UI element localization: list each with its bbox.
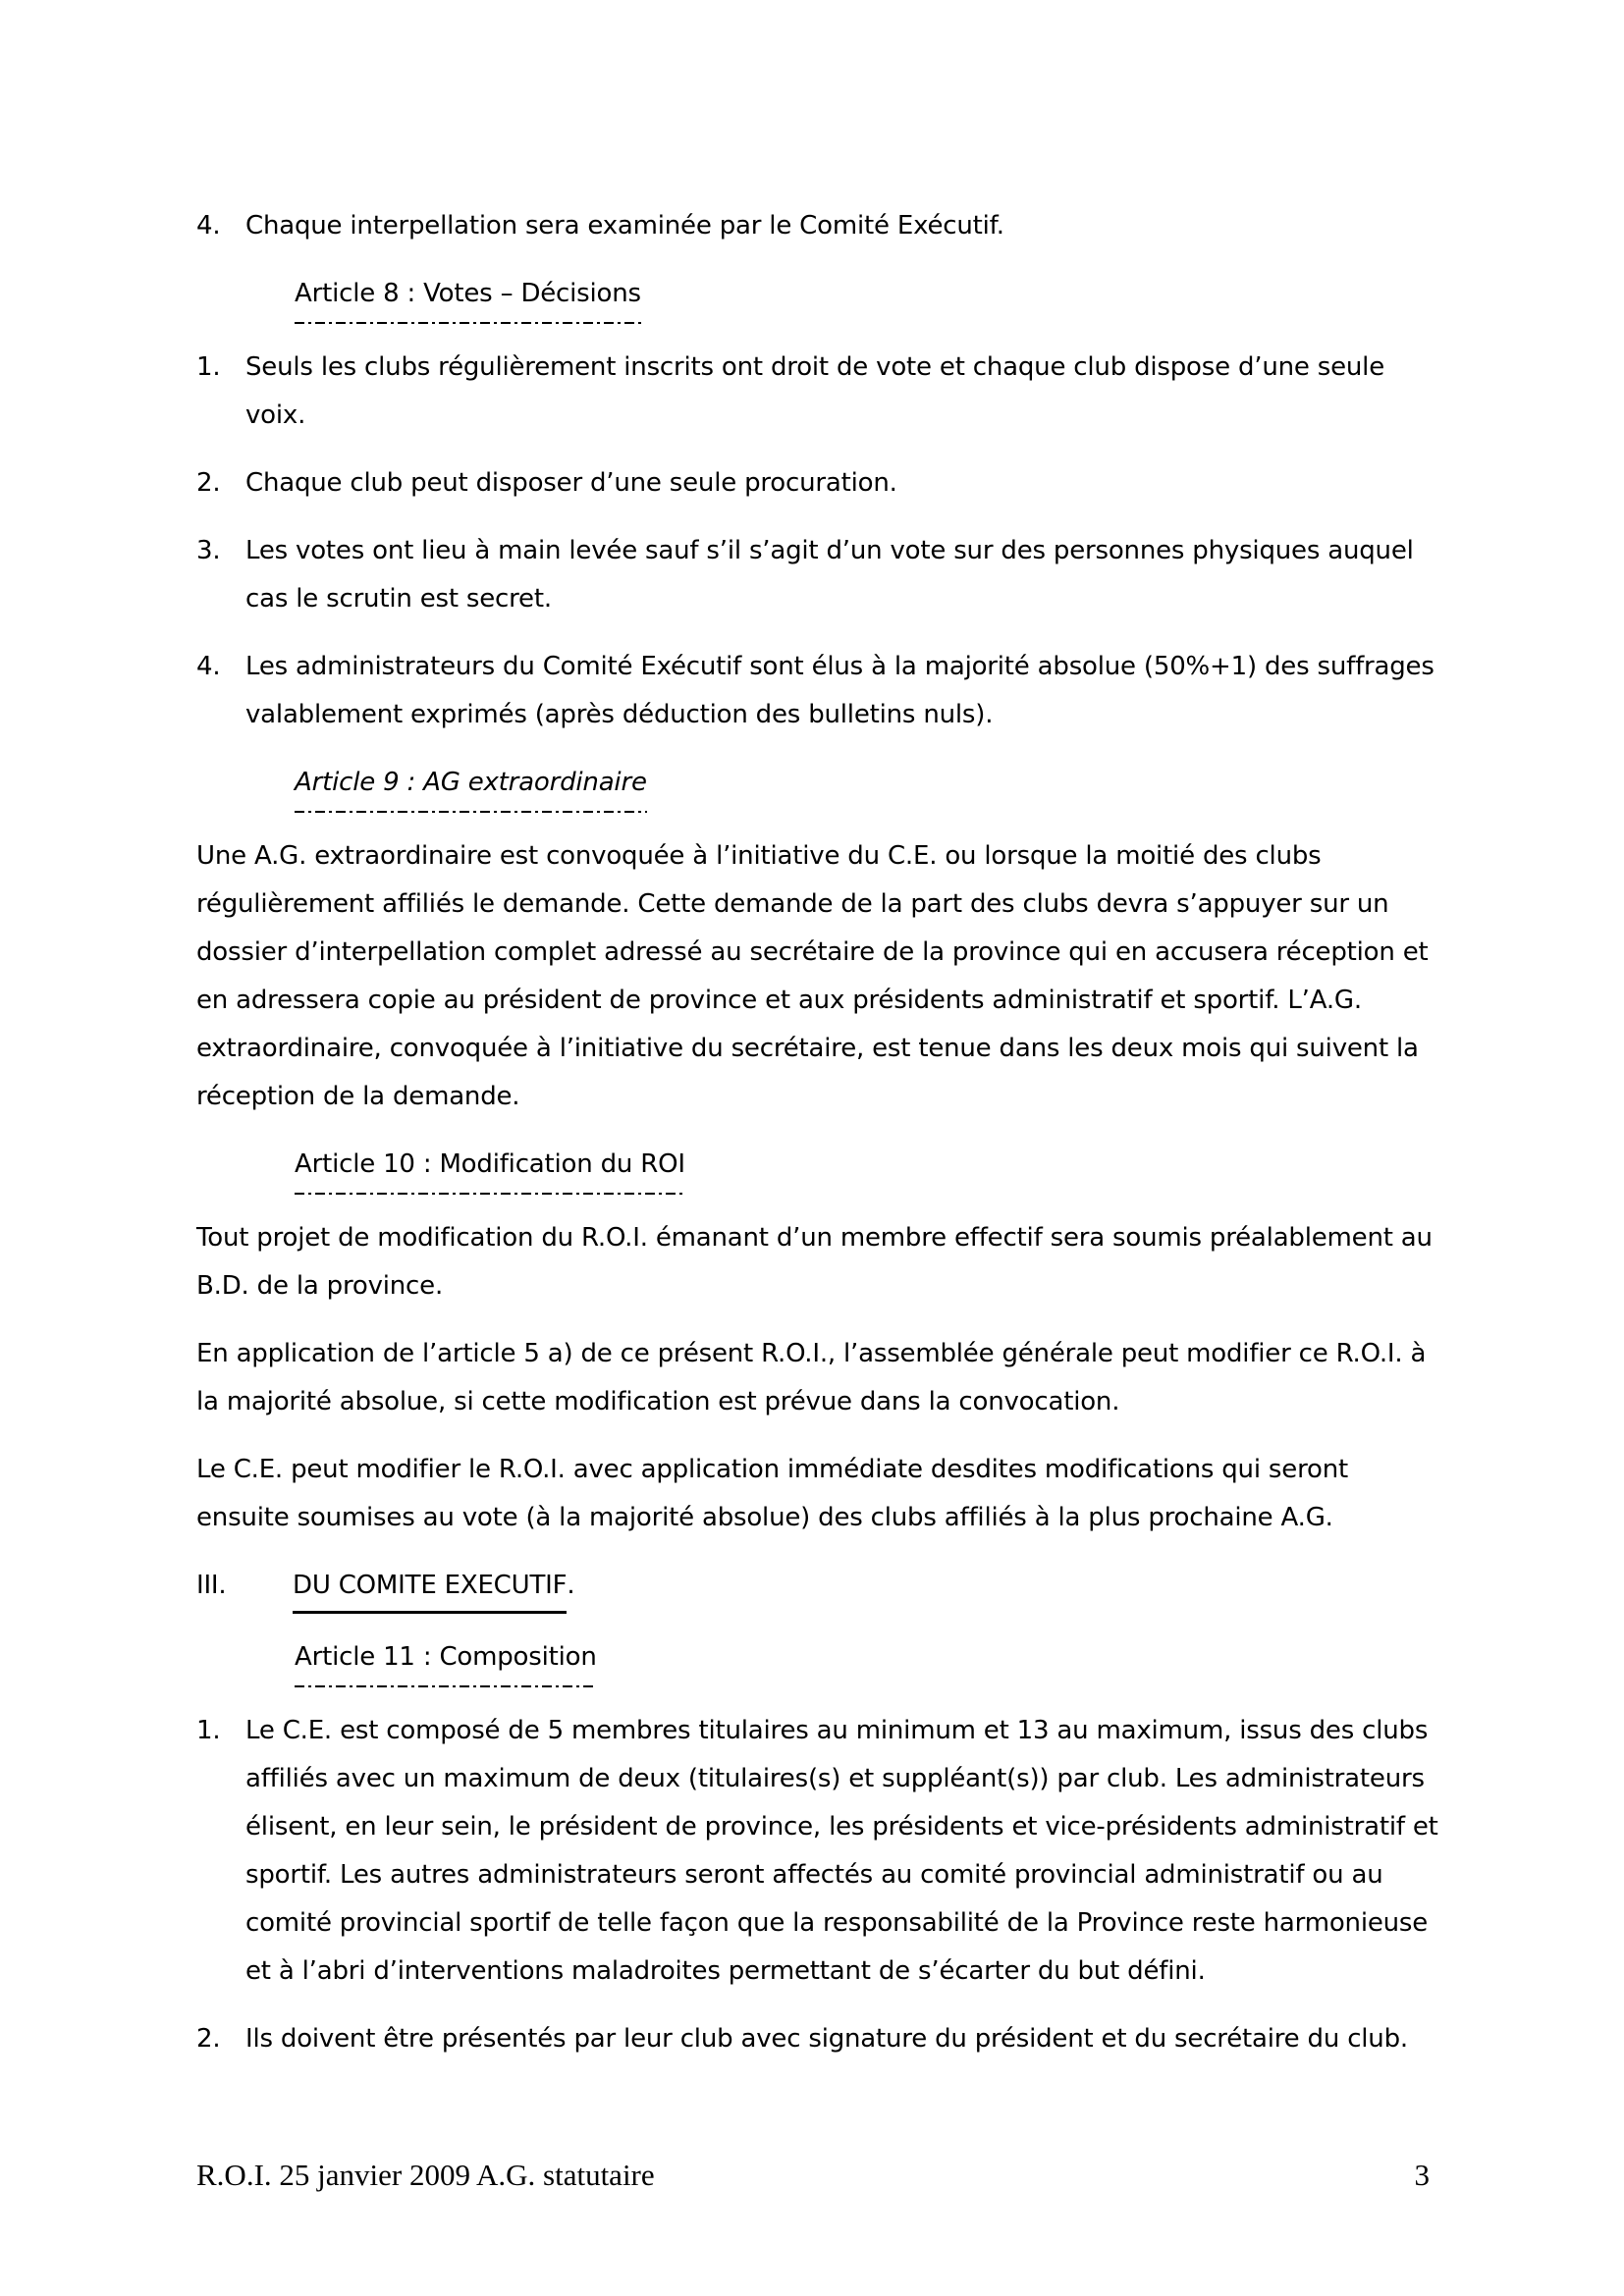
article-9-heading: [295, 759, 1443, 813]
item-text: Les votes ont lieu à main levée sauf s’il s’agit d’un vote sur des personnes physiques auquel cas le scrutin est secret.: [245, 536, 1414, 614]
article-9-paragraph: Une A.G. extraordinaire est convoquée à l’initiative du C.E. ou lorsque la moitié des clubs régulièrement affiliés le demande. Cette demande de la part des clubs devra s’appuyer sur un dossier d’interpellation complet adressé au secrétaire de la province qui en accusera réception et en adressera copie au président de province et aux présidents administratif et sportif. L’A.G. extraordinaire, convoquée à l’initiative du secrétaire, est tenue dans les deux mois qui suivent la réception de la demande.: [196, 841, 1429, 1111]
item-text: Chaque interpellation sera examinée par le Comité Exécutif.: [245, 211, 1004, 240]
item-number: 2.: [196, 2024, 221, 2054]
article-10-heading: [295, 1141, 1443, 1195]
item-number: 1.: [196, 1716, 221, 1745]
page-content: [196, 202, 1443, 2083]
article-8-heading-text: Article 8 : Votes – Décisions: [295, 270, 641, 324]
item-text: Seuls les clubs régulièrement inscrits ont droit de vote et chaque club dispose d’une seule voix.: [245, 352, 1384, 430]
item-text: Le C.E. est composé de 5 membres titulaires au minimum et 13 au maximum, issus des clubs affiliés avec un maximum de deux (titulaires(s) et suppléant(s)) par club. Les administrateurs élisent, en leur sein, le président de province, les présidents et vice-présidents administratif et sportif. Les autres administrateurs seront affectés au comité provincial administratif ou au comité provincial sportif de telle façon que la responsabilité de la Province reste harmonieuse et à l’abri d’interventions maladroites permettant de s’écarter du but défini.: [245, 1716, 1438, 1986]
section-number: III.: [196, 1571, 227, 1600]
article-10-paragraph-3: Le C.E. peut modifier le R.O.I. avec application immédiate desdites modifications qui seront ensuite soumises au vote (à la majorité absolue) des clubs affiliés à la plus prochaine A.G.: [196, 1455, 1348, 1532]
section-title-wrap: [293, 1562, 574, 1614]
article-10-paragraph-1: Tout projet de modification du R.O.I. émanant d’un membre effectif sera soumis préalablement au B.D. de la province.: [196, 1223, 1433, 1301]
item-text: Les administrateurs du Comité Exécutif sont élus à la majorité absolue (50%+1) des suffrages valablement exprimés (après déduction des bulletins nuls).: [245, 652, 1435, 729]
article-8-item-4: [196, 643, 1443, 739]
section-3-heading: [196, 1562, 1443, 1614]
article-10-heading-text: Article 10 : Modification du ROI: [295, 1141, 685, 1195]
article-11-heading: [295, 1633, 1443, 1687]
item-number: 4.: [196, 211, 221, 240]
article-8-item-3: [196, 527, 1443, 623]
item-text: Chaque club peut disposer d’une seule procuration.: [245, 468, 897, 498]
item-number: 1.: [196, 352, 221, 382]
article-10-paragraph-2: En application de l’article 5 a) de ce présent R.O.I., l’assemblée générale peut modifier ce R.O.I. à la majorité absolue, si cette modification est prévue dans la convocation.: [196, 1339, 1427, 1416]
list-item-leading-4: [196, 202, 1443, 250]
item-number: 4.: [196, 652, 221, 681]
item-text: Ils doivent être présentés par leur club avec signature du président et du secrétaire du club.: [245, 2024, 1408, 2054]
article-8-item-1: [196, 344, 1443, 440]
item-number: 3.: [196, 536, 221, 565]
article-9-heading-text: Article 9 : AG extraordinaire: [295, 759, 647, 813]
article-11-heading-text: Article 11 : Composition: [295, 1633, 597, 1687]
article-11-item-2: [196, 2015, 1443, 2063]
section-title: DU COMITE EXECUTIF: [293, 1562, 567, 1614]
page-number: 3: [1414, 2158, 1430, 2192]
article-8-heading: [295, 270, 1443, 324]
section-title-suffix: .: [567, 1571, 575, 1600]
item-number: 2.: [196, 468, 221, 498]
article-8-item-2: [196, 459, 1443, 507]
page-footer: [196, 2158, 1430, 2193]
footer-text: R.O.I. 25 janvier 2009 A.G. statutaire: [196, 2158, 655, 2192]
article-11-item-1: [196, 1707, 1443, 1996]
